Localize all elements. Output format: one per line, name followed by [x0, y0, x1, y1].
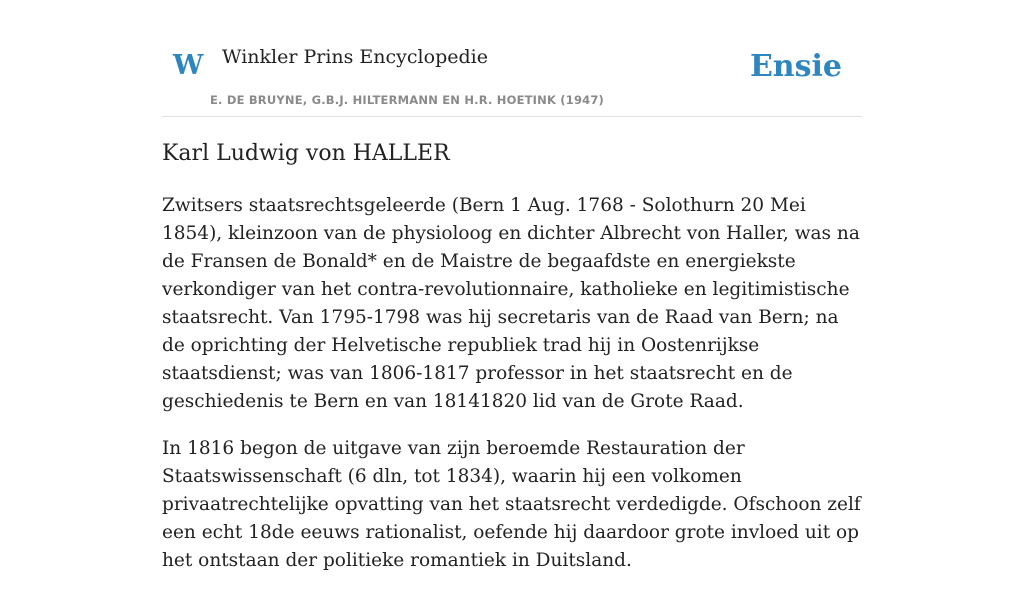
- source-logo-icon[interactable]: W: [173, 50, 204, 81]
- article-paragraph-1: Zwitsers staatsrechtsgeleerde (Bern 1 Aug. 1768 - Solothurn 20 Mei 1854), kleinzoon van de physioloog en dichter Albrecht von Haller, was na de Fransen de Bonald* en de Maistre de begaafdste en energiekste verkondiger van het contra-revolutionnaire, katholieke en legitimistische staatsrecht. Van 1795-1798 was hij secretaris van de Raad van Bern; na de oprichting der Helvetische republiek trad hij in Oostenrijkse staatsdienst; was van 1806-1817 professor in het staatsrecht en de geschiedenis te Bern en van 18141820 lid van de Grote Raad.: [162, 195, 860, 412]
- source-header: [162, 0, 862, 117]
- source-authors: E. DE BRUYNE, G.B.J. HILTERMANN EN H.R. HOETINK (1947): [210, 93, 605, 107]
- article-title: Karl Ludwig von HALLER: [162, 141, 450, 166]
- source-title[interactable]: Winkler Prins Encyclopedie: [222, 46, 488, 68]
- brand-logo[interactable]: Ensie: [749, 49, 842, 84]
- article-body: [162, 192, 862, 594]
- article-paragraph-2: In 1816 begon de uitgave van zijn beroemde Restauration der Staatswissenschaft (6 dln, tot 1834), waarin hij een volkomen privaatrechtelijke opvatting van het staatsrecht verdedigde. Ofschoon zelf een echt 18de eeuws rationalist, oefende hij daardoor grote invloed uit op het ontstaan der politieke romantiek in Duitsland.: [162, 438, 861, 571]
- content-container: [162, 0, 862, 571]
